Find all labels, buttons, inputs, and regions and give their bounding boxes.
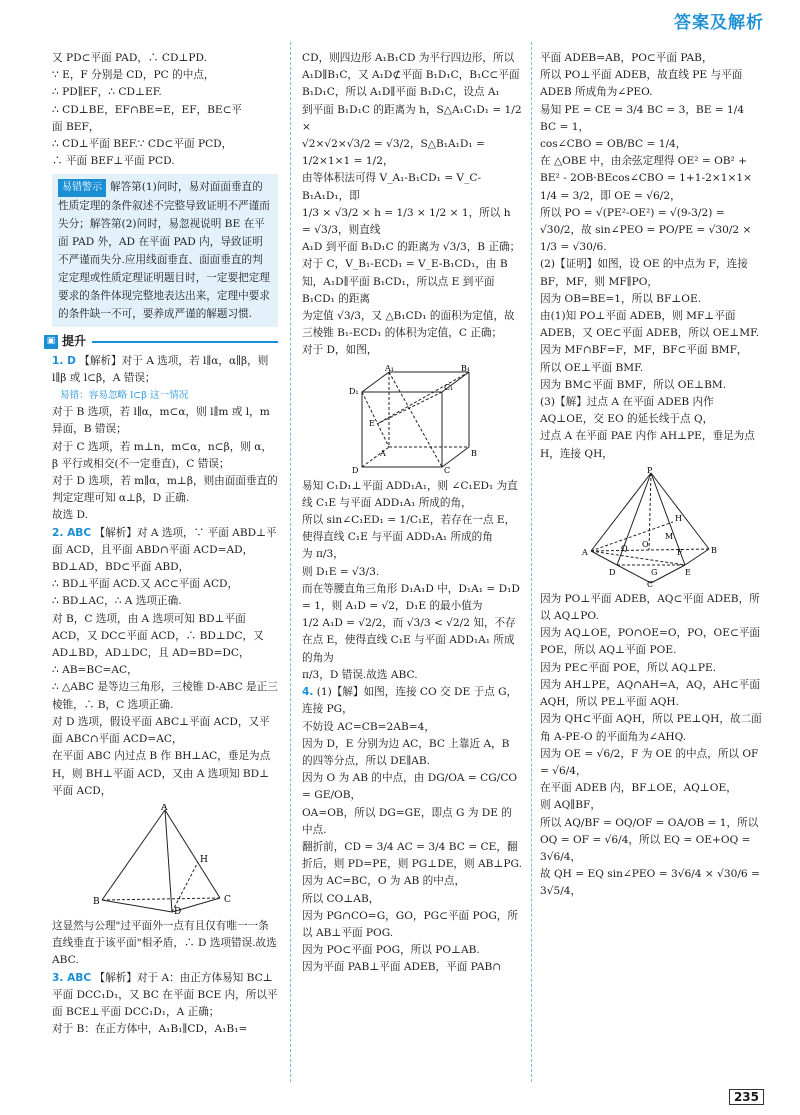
warning-tag: 易错警示 bbox=[58, 179, 106, 197]
fig-label: O bbox=[642, 539, 649, 549]
fig-label: Q bbox=[621, 543, 628, 553]
fig-label: G bbox=[651, 567, 658, 577]
fig-label: H bbox=[200, 854, 208, 865]
text-line: 所以 CO⊥AB， bbox=[302, 892, 380, 905]
text-line: 所以 OE⊥平面 BMF. bbox=[540, 361, 644, 374]
fig-label: D bbox=[609, 567, 616, 577]
fig-label: A₁ bbox=[385, 363, 394, 373]
text-line: 对于 B：在正方体中，A₁B₁∥CD，A₁B₁= bbox=[52, 1023, 248, 1036]
text-line: 在平面 ABC 内过点 B 作 BH⊥AC，垂足为点 H，则 BH⊥平面 ACD，又由 A 选项知 BD⊥平面 ACD， bbox=[52, 750, 271, 797]
fig-label: E bbox=[369, 418, 375, 428]
text-line: 由(1)知 PO⊥平面 ADEB，则 MF⊥平面 ADEB，又 OE⊂平面 ADEB，所以 OE⊥MF. bbox=[540, 310, 760, 340]
column-middle bbox=[302, 50, 522, 977]
text-line: 翻折前，CD = 3/4 AC = 3/4 BC = CE，翻折后，则 PD=PE，则 PG⊥DE，则 AB⊥PG. bbox=[302, 840, 522, 871]
tetrahedron-figure bbox=[90, 804, 240, 914]
text-line: A₁D 到平面 B₁D₁C 的距离为 √3/3，B 正确； bbox=[302, 241, 521, 254]
section-icon: ▣ bbox=[44, 335, 58, 349]
section-rule bbox=[92, 341, 278, 343]
question-number: 3. ABC bbox=[52, 971, 92, 984]
text-line: ∴ PD∥EF，∴ CD⊥EF. bbox=[52, 86, 162, 99]
question-number: 1. D bbox=[52, 354, 76, 367]
fig-label: D bbox=[174, 906, 182, 914]
fig-label: M bbox=[665, 531, 674, 541]
warning-text: 解答第(1)问时，易对面面垂直的性质定理的条件叙述不完整导致证明不严谨而失分；解答第(2)问时，易忽视说明 BE 在平面 PAD 外，AD 在平面 PAD 内，导致证明不严谨而失分.应用线面垂直、面面垂直的判定定理或性质定理证明题目时，一定要把定理要求的条件体现完整地表达出来，定理中要求的条件缺一不可，要养成严谨的解题习惯. bbox=[58, 181, 270, 321]
fig-label: A bbox=[161, 803, 168, 813]
text-line: √2×√2×√3/2 = √3/2，S△B₁A₁D₁ = 1/2×1×1 = 1/2， bbox=[302, 138, 485, 168]
text-line: 则 D₁E = √3/3. bbox=[302, 565, 380, 578]
text-line: 因为 PG∩CO=G，GO，PG⊂平面 POG，所以 AB⊥平面 POG. bbox=[302, 909, 518, 939]
text-line: 过点 A 在平面 PAE 内作 AH⊥PE，垂足为点 H，连接 QH， bbox=[540, 430, 755, 460]
text-line: 易知 PE = CE = 3/4 BC = 3，BE = 1/4 BC = 1， bbox=[540, 103, 745, 133]
text-line: 对 D 选项，假设平面 ABC⊥平面 ACD，又平面 ABC∩平面 ACD=AC， bbox=[52, 715, 270, 746]
text-line: 因为 PO⊂平面 POG，所以 PO⊥AB. bbox=[302, 944, 480, 957]
pyramid-figure bbox=[581, 467, 721, 587]
text-line: 对于 B 选项，若 l∥α，m⊂α，则 l∥m 或 l，m 异面，B 错误； bbox=[52, 406, 270, 436]
text-line: CD，则四边形 A₁B₁CD 为平行四边形，所以 A₁D∥B₁C，又 A₁D⊄平面 B₁D₁C，B₁C⊂平面 B₁D₁C，所以 A₁D∥平面 B₁D₁C，设点 A₁ bbox=[302, 52, 520, 99]
text-line: 1/3 × √3/2 × h = 1/3 × 1/2 × 1，所以 h = √3/3，则直线 bbox=[302, 206, 511, 237]
text-line: 因为 BM⊂平面 BMF，所以 OE⊥BM. bbox=[540, 378, 727, 391]
fig-label: B₁ bbox=[461, 363, 471, 373]
text-line: ∴ BD⊥AC，∴ A 选项正确. bbox=[52, 595, 182, 608]
tip-note: 易错：容易忽略 l⊂β 这一情况 bbox=[60, 390, 189, 402]
text-line: 因为 MF∩BF=F，MF，BF⊂平面 BMF， bbox=[540, 344, 748, 357]
question-number: 2. ABC bbox=[52, 526, 92, 539]
text-line: 所以 PO⊥平面 ADEB，故直线 PE 与平面 ADEB 所成角为∠PEO. bbox=[540, 69, 743, 99]
column-right bbox=[540, 50, 762, 901]
page-number: 235 bbox=[729, 1089, 764, 1105]
section-header bbox=[44, 333, 278, 350]
column-divider bbox=[290, 42, 291, 1082]
fig-label: B bbox=[471, 448, 477, 458]
text-line: 易知 C₁D₁⊥平面 ADD₁A₁，则 ∠C₁ED₁ 为直线 C₁E 与平面 ADD₁A₁ 所成的角， bbox=[302, 479, 518, 509]
fig-label: A bbox=[380, 448, 386, 458]
fig-label: F bbox=[677, 547, 683, 557]
text-line: 因为 OE = √6/2，F 为 OE 的中点，所以 OF = √6/4， bbox=[540, 747, 759, 777]
text-line: 由等体积法可得 V_A₁-B₁CD₁ = V_C-B₁A₁D₁，即 bbox=[302, 172, 482, 202]
fig-label: B bbox=[93, 896, 100, 907]
question-3: 3. ABC 【解析】对于 A：由正方体易知 BC⊥平面 DCC₁D₁，又 BC 在平面 BCE 内，所以平面 BCE⊥平面 DCC₁D₁，A 正确； bbox=[52, 971, 278, 1018]
text-line: 因为 PE⊂平面 POE，所以 AQ⊥PE. bbox=[540, 661, 717, 674]
text-line: 对于 C，V_B₁-ECD₁ = V_E-B₁CD₁，由 B 知，A₁D∥平面 B₁CD₁，所以点 E 到平面 B₁CD₁ 的距离 bbox=[302, 258, 508, 305]
text-line: 为定值 √3/3，又 △B₁CD₁ 的面积为定值，故 bbox=[302, 310, 515, 323]
text-line: OA=OB，所以 DG=GE，即点 G 为 DE 的中点. bbox=[302, 806, 512, 836]
text-line: 在 △OBE 中，由余弦定理得 OE² = OB² + BE² - 2OB·BEcos∠CBO = 1+1-2×1×1× 1/4 = 3/2，即 OE = √6/2， bbox=[540, 155, 752, 202]
text-line: π/3，D 错误.故选 ABC. bbox=[302, 668, 418, 681]
text-line: 故 QH = EQ sin∠PEO = 3√6/4 × √30/6 = 3√5/4， bbox=[540, 868, 760, 898]
column-left bbox=[46, 50, 278, 1038]
text-line: ∴ BD⊥平面 ACD.又 AC⊂平面 ACD， bbox=[52, 578, 239, 591]
fig-label: A bbox=[582, 547, 588, 557]
fig-label: C bbox=[224, 894, 231, 905]
text-line: 则 AQ∥BF， bbox=[540, 799, 601, 812]
text-line: 因为平面 PAB⊥平面 ADEB，平面 PAB∩ bbox=[302, 961, 502, 974]
text-line: 因为 AQ⊥OE，PO∩OE=O，PO，OE⊂平面 POE，所以 AQ⊥平面 POE. bbox=[540, 627, 761, 657]
fig-label: D₁ bbox=[349, 386, 359, 396]
text-line: 对 B，C 选项，由 A 选项可知 BD⊥平面 ACD，又 DC⊂平面 ACD，∴ BD⊥DC，又 AD⊥BD，AD⊥DC，且 AD=BD=DC， bbox=[52, 612, 264, 660]
text-line: 面 BEF， bbox=[52, 120, 100, 133]
column-divider bbox=[531, 42, 532, 1082]
fig-label: C₁ bbox=[444, 382, 454, 392]
section-label: 提升 bbox=[62, 334, 87, 349]
text-line: 因为 AH⊥PE，AQ∩AH=A，AQ，AH⊂平面 AQH，所以 PE⊥平面 AQH. bbox=[540, 678, 760, 709]
text-line: 因为 OB=BE=1，所以 BF⊥OE. bbox=[540, 292, 702, 305]
warning-box bbox=[52, 174, 278, 327]
text-line: ∴ △ABC 是等边三角形，三棱锥 D-ABC 是正三棱锥，∴ B，C 选项正确. bbox=[52, 681, 278, 711]
fig-label: C bbox=[647, 579, 654, 587]
fig-label: B bbox=[711, 545, 717, 555]
question-1: 1. D 【解析】对于 A 选项，若 l∥α，α∥β，则 l∥β 或 l⊂β，A 错误； bbox=[52, 354, 269, 384]
text-line: 三棱锥 B₁-ECD₁ 的体积为定值，C 正确； bbox=[302, 327, 503, 340]
text-line: ∴ CD⊥BE，EF∩BE=E，EF，BE⊂平 bbox=[52, 103, 243, 116]
page-header-title: 答案及解析 bbox=[674, 13, 764, 33]
text-line: (2)【证明】如图，设 OE 的中点为 F，连接 BF，MF，则 MF∥PO， bbox=[540, 258, 748, 288]
text-line: 因为 AC=BC，O 为 AB 的中点， bbox=[302, 875, 466, 888]
text-line: 对于 D，如图， bbox=[302, 344, 378, 357]
text-line: 故选 D. bbox=[52, 509, 89, 522]
text-line: 因为 O 为 AB 的中点，由 DG/OA = CG/CO = GE/OB， bbox=[302, 772, 518, 802]
text-line: 对于 D 选项，若 m∥α，m⊥β，则由面面垂直的判定定理可知 α⊥β，D 正确. bbox=[52, 475, 278, 505]
text-line: 因为 QH⊂平面 AQH，所以 PE⊥QH，故二面角 A-PE-O 的平面角为∠AHQ. bbox=[540, 713, 762, 743]
fig-label: C bbox=[444, 465, 451, 474]
fig-label: P bbox=[647, 466, 653, 475]
text-line: ∴ CD⊥平面 BEF.∵ CD⊂平面 PCD， bbox=[52, 138, 233, 151]
question-2: 2. ABC 【解析】对 A 选项，∵ 平面 ABD⊥平面 ACD，且平面 ABD∩平面 ACD=AD，BD⊥AD，BD⊂平面 ABD， bbox=[52, 526, 277, 574]
text-line: ∴ 平面 BEF⊥平面 PCD. bbox=[52, 155, 175, 168]
text-line: 为 π/3， bbox=[302, 548, 344, 561]
text-line: 因为 PO⊥平面 ADEB，AQ⊂平面 ADEB，所以 AQ⊥PO. bbox=[540, 592, 760, 623]
text-line: 又 PD⊂平面 PAD，∴ CD⊥PD. bbox=[52, 52, 208, 64]
fig-label: D bbox=[352, 465, 359, 474]
fig-label: E bbox=[685, 567, 691, 577]
text-line: 所以 AQ/BF = OQ/OF = OA/OB = 1，所以 OQ = OF = √6/4，所以 EQ = OE+OQ = 3√6/4， bbox=[540, 816, 759, 863]
text-line: ∴ AB=BC=AC， bbox=[52, 664, 138, 677]
text-line: 平面 ADEB=AB，PO⊂平面 PAB， bbox=[540, 52, 713, 64]
question-number: 4. bbox=[302, 686, 314, 699]
text-line: 对于 C 选项，若 m⊥n，m⊂α，n⊂β，则 α，β 平行或相交(不一定垂直)，C 错误； bbox=[52, 440, 272, 470]
text-line: 因为 D，E 分别为边 AC，BC 上靠近 A，B 的四等分点，所以 DE∥AB. bbox=[302, 737, 510, 767]
text-line: 而在等腰直角三角形 D₁A₁D 中，D₁A₁ = D₁D = 1，则 A₁D = √2，D₁E 的最小值为 bbox=[302, 582, 520, 613]
text-line: 这显然与公理"过平面外一点有且仅有唯一一条直线垂直于该平面"相矛盾，∴ D 选项错误.故选 ABC. bbox=[52, 919, 277, 967]
text-line: 到平面 B₁D₁C 的距离为 h，S△A₁C₁D₁ = 1/2 × bbox=[302, 103, 522, 133]
text-line: 在平面 ADEB 内，BF⊥OE，AQ⊥OE， bbox=[540, 782, 737, 795]
text-line: (3)【解】过点 A 在平面 ADEB 内作 AQ⊥OE，交 EO 的延长线于点 Q， bbox=[540, 396, 714, 426]
text-line: 不妨设 AC=CB=2AB=4， bbox=[302, 720, 435, 733]
cube-figure bbox=[347, 364, 477, 474]
question-4: 4. (1)【解】如图，连接 CO 交 DE 于点 G，连接 PG， bbox=[302, 686, 518, 716]
text-line: 所以 sin∠C₁ED₁ = 1/C₁E，若存在一点 E，使得直线 C₁E 与平面 ADD₁A₁ 所成的角 bbox=[302, 514, 516, 544]
text-line: ∵ E，F 分别是 CD，PC 的中点， bbox=[52, 69, 215, 82]
text-line: cos∠CBO = OB/BC = 1/4， bbox=[540, 138, 687, 151]
text-line: 1/2 A₁D = √2/2，而 √3/3 < √2/2 知，不存在点 E，使得直线 C₁E 与平面 ADD₁A₁ 所成的角为 bbox=[302, 617, 516, 664]
text-line: 所以 PO = √(PE²-OE²) = √(9-3/2) = √30/2，故 sin∠PEO = PO/PE = √30/2 × 1/3 = √30/6. bbox=[540, 206, 752, 254]
fig-label: H bbox=[675, 513, 682, 523]
